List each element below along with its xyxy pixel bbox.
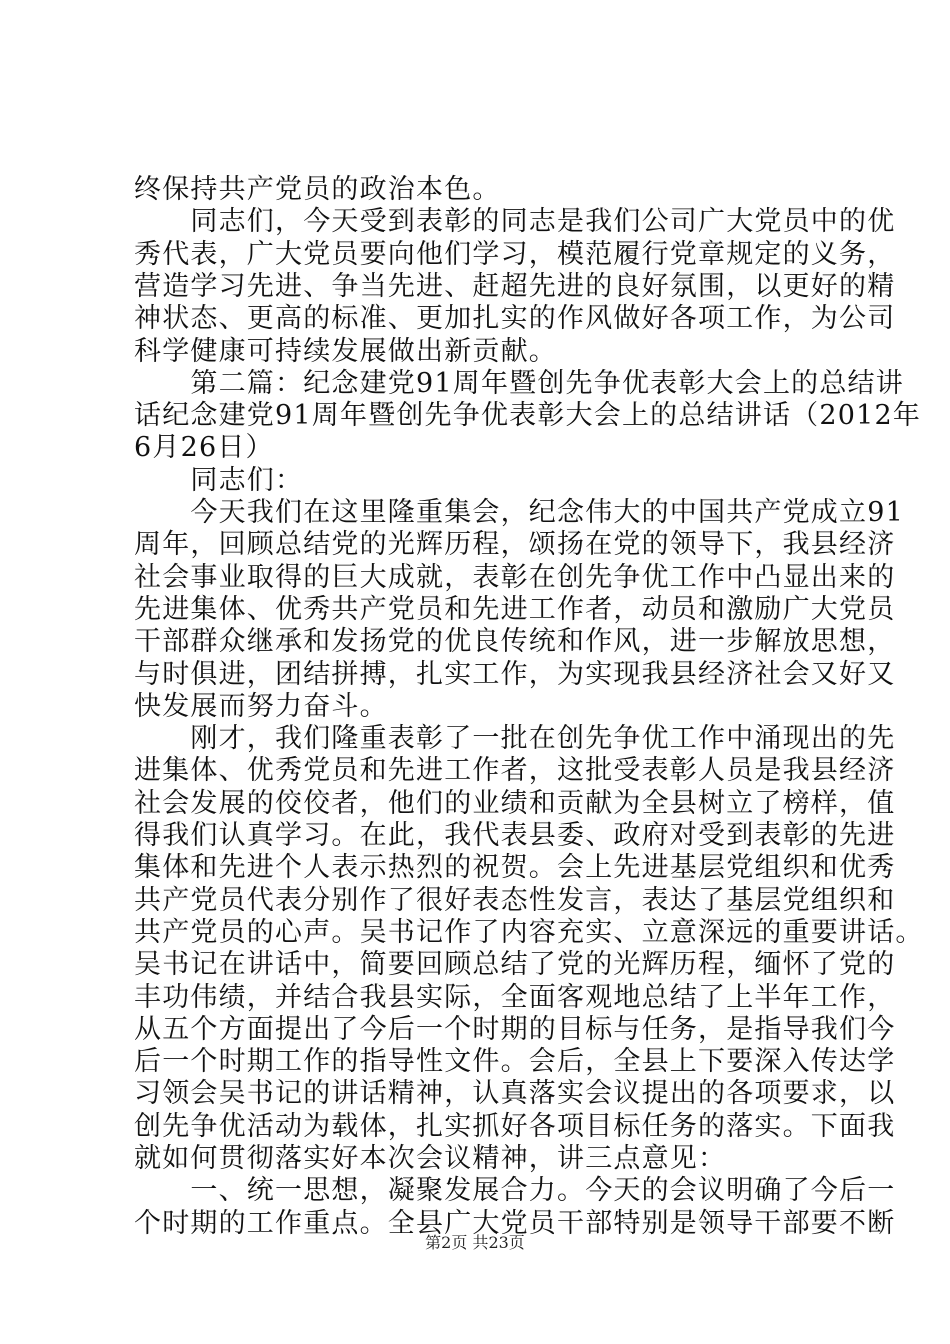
- text-line: 周年，回顾总结党的光辉历程，颂扬在党的领导下，我县经济: [134, 529, 896, 561]
- text-line: 第二篇：纪念建党91周年暨创先争优表彰大会上的总结讲: [134, 367, 904, 399]
- page-footer: 第2页 共23页: [425, 1233, 525, 1252]
- text-line: 吴书记在讲话中，简要回顾总结了党的光辉历程，缅怀了党的: [134, 949, 896, 981]
- text-line: 终保持共产党员的政治本色。: [134, 174, 501, 205]
- text-line: 6月26日）: [134, 432, 274, 464]
- text-line: 共产党员的心声。吴书记作了内容充实、立意深远的重要讲话。: [134, 916, 924, 948]
- text-line: 刚才，我们隆重表彰了一批在创先争优工作中涌现出的先: [134, 723, 896, 755]
- text-line: 神状态、更高的标准、更加扎实的作风做好各项工作，为公司: [134, 303, 896, 335]
- text-line: 干部群众继承和发扬党的优良传统和作风，进一步解放思想，: [134, 626, 896, 658]
- text-line: 秀代表，广大党员要向他们学习，模范履行党章规定的义务，: [134, 238, 896, 270]
- text-line: 创先争优活动为载体，扎实抓好各项目标任务的落实。下面我: [134, 1110, 896, 1142]
- text-line: 集体和先进个人表示热烈的祝贺。会上先进基层党组织和优秀: [134, 852, 896, 884]
- text-line: 营造学习先进、争当先进、赶超先进的良好氛围，以更好的精: [134, 270, 896, 302]
- text-line: 习领会吴书记的讲话精神，认真落实会议提出的各项要求，以: [134, 1078, 896, 1110]
- text-line: 话纪念建党91周年暨创先争优表彰大会上的总结讲话（2012年: [134, 400, 922, 432]
- text-line: 一、统一思想，凝聚发展合力。今天的会议明确了今后一: [134, 1175, 896, 1207]
- text-line: 后一个时期工作的指导性文件。会后，全县上下要深入传达学: [134, 1046, 896, 1078]
- text-line: 今天我们在这里隆重集会，纪念伟大的中国共产党成立91: [134, 497, 904, 528]
- text-line: 社会发展的佼佼者，他们的业绩和贡献为全县树立了榜样，值: [134, 787, 896, 819]
- text-line: 就如何贯彻落实好本次会议精神，讲三点意见：: [134, 1143, 727, 1174]
- text-line: 先进集体、优秀共产党员和先进工作者，动员和激励广大党员: [134, 593, 896, 625]
- text-line: 快发展而努力奋斗。: [134, 690, 388, 722]
- text-line: 与时俱进，团结拼搏，扎实工作，为实现我县经济社会又好又: [134, 658, 896, 690]
- text-line: 共产党员代表分别作了很好表态性发言，表达了基层党组织和: [134, 884, 896, 916]
- text-line: 社会事业取得的巨大成就，表彰在创先争优工作中凸显出来的: [134, 561, 896, 593]
- text-line: 同志们：: [134, 464, 304, 496]
- text-line: 进集体、优秀党员和先进工作者，这批受表彰人员是我县经济: [134, 755, 896, 787]
- text-line: 从五个方面提出了今后一个时期的目标与任务，是指导我们今: [134, 1013, 896, 1045]
- text-line: 丰功伟绩，并结合我县实际，全面客观地总结了上半年工作，: [134, 981, 896, 1013]
- text-line: 得我们认真学习。在此，我代表县委、政府对受到表彰的先进: [134, 820, 896, 851]
- text-line: 个时期的工作重点。全县广大党员干部特别是领导干部要不断: [134, 1207, 896, 1239]
- text-line: 科学健康可持续发展做出新贡献。: [134, 335, 557, 367]
- text-line: 同志们，今天受到表彰的同志是我们公司广大党员中的优: [134, 206, 896, 238]
